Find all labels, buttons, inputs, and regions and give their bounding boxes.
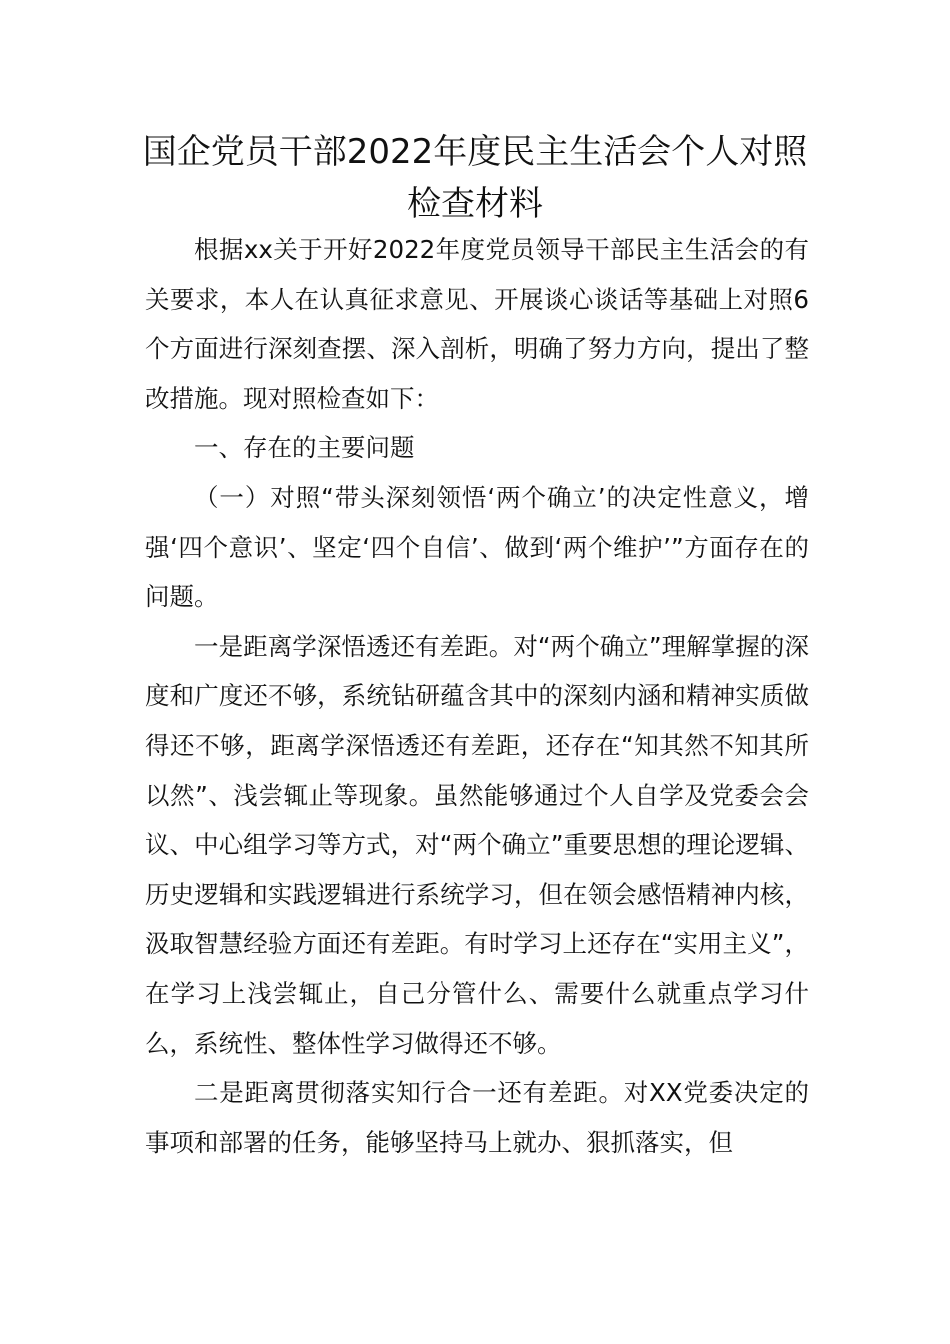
subsection-heading: （一）对照“带头深刻领悟‘两个确立’的决定性意义，增强‘四个意识’、坚定‘四个自信’、做到‘两个维护’”方面存在的问题。 bbox=[145, 482, 809, 612]
document-title: 国企党员干部2022年度民主生活会个人对照检查材料 bbox=[142, 132, 808, 224]
section-heading: 一、存在的主要问题 bbox=[194, 433, 415, 463]
body-paragraph: 二是距离贯彻落实知行合一还有差距。对XX党委决定的事项和部署的任务，能够坚持马上就办、狠抓落实，但 bbox=[145, 1078, 809, 1157]
document-body bbox=[145, 225, 809, 1167]
intro-paragraph: 根据xx关于开好2022年度党员领导干部民主生活会的有关要求，本人在认真征求意见、开展谈心谈话等基础上对照6个方面进行深刻查摆、深入剖析，明确了努力方向，提出了整改措施。现对照检查如下： bbox=[145, 235, 809, 413]
body-paragraph: 一是距离学深悟透还有差距。对“两个确立”理解掌握的深度和广度还不够，系统钻研蕴含其中的深刻内涵和精神实质做得还不够，距离学深悟透还有差距，还存在“知其然不知其所以然”、浅尝辄止等现象。虽然能够通过个人自学及党委会会议、中心组学习等方式，对“两个确立”重要思想的理论逻辑、历史逻辑和实践逻辑进行系统学习，但在领会感悟精神内核，汲取智慧经验方面还有差距。有时学习上还存在“实用主义”，在学习上浅尝辄止，自己分管什么、需要什么就重点学习什么，系统性、整体性学习做得还不够。 bbox=[145, 631, 809, 1058]
